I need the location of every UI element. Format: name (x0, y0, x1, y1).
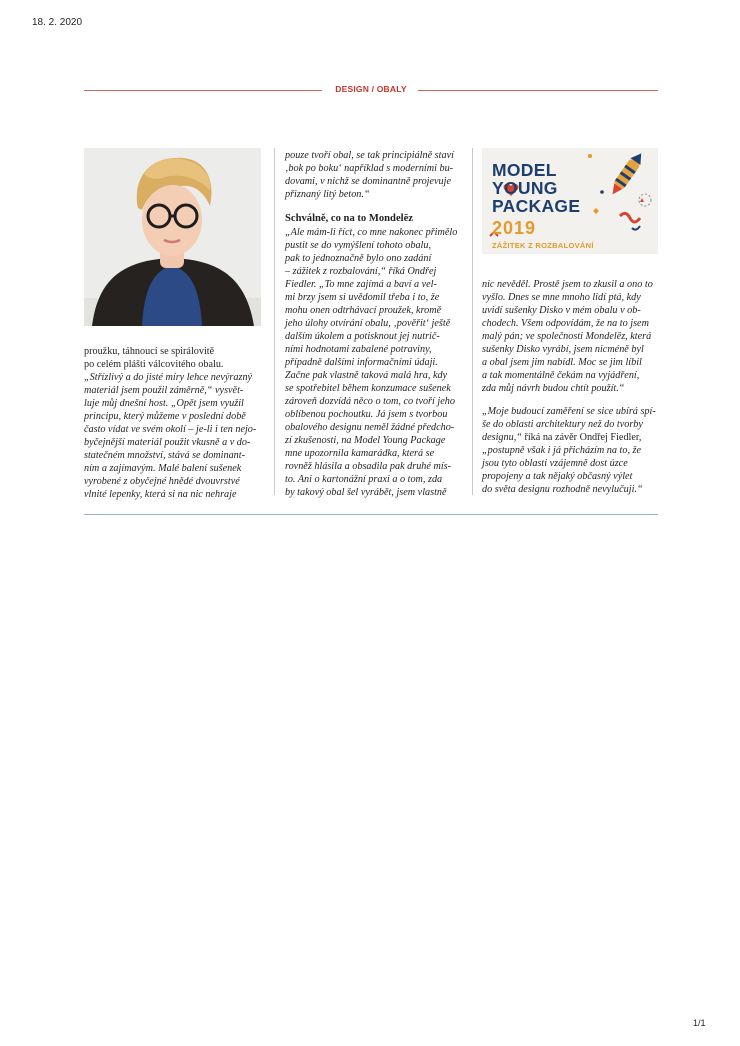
col2-body: „Ale mám-li říct, co mne nakonec přimělo pustit se do vymýšlení tohoto obalu, pak to jednoznačně bylo ono zadání – zážitek z rozbalování,“ říká Ondřej Fiedler. „To mne zajímá a baví a vel- mi brzy jsem si uvědomil třeba i to, že mohu onen odtrhávací proužek, kromě jeho úlohy otvírání obalu, ‚pověřit‘ ještě dalším úkolem a potisknout jej nutrič- ními hodnotami zabalené potraviny, případně dalšími informačními údaji. Začne pak vlastně taková malá hra, kdy se spotřebitel během konzumace sušenek zároveň dozvídá něco o tom, co tvoří jeho oblíbenou pochoutku. Já jsem s tvorbou obalového designu neměl žádné předcho- zí zkušenosti, na Model Young Package mne upozornila kamarádka, která se rovněž hlásila a obsadila pak druhé mís- to. Ani o kartonážní praxi a o tom, zda by takový obal šel vyrábět, jsem vlastně (285, 227, 458, 498)
article-column-1 (84, 345, 266, 501)
col3-quote-start: „Moje budoucí zaměření se sice ubírá spí- še do oblasti architektury než do tvorby designu,“ (482, 406, 656, 443)
logo-tagline: ZÁŽITEK Z ROZBALOVÁNÍ (492, 241, 594, 250)
logo-line-model: MODEL (492, 160, 557, 180)
header-rule-left (84, 90, 322, 91)
section-header (84, 84, 658, 98)
portrait-photo (84, 148, 261, 326)
article-column-2 (285, 149, 463, 499)
col2-subheading: Schválně, co na to Mondelēz (285, 213, 413, 224)
logo-line-young: YOUNG (492, 178, 558, 198)
column-divider-1 (274, 148, 275, 495)
model-young-package-logo (482, 148, 658, 254)
page-number: 1/1 (693, 1018, 706, 1028)
col1-paragraph-quote: „Střízlivý a do jisté míry lehce nevýrazný materiál jsem použil záměrně,“ vysvět- luje můj dnešní host. „Opět jsem využil principu, který můžeme v poslední době často vídat ve svém okolí – je-li i ten nejo- byčejnější materiál použit vkusně a v do- statečném množství, stává se dominant- ním a zajímavým. Malé balení sušenek vyrobené z obyčejné hnědé dvouvrstvé vlnité lepenky, která si na nic nehraje (84, 372, 257, 500)
logo-line-package: PACKAGE (492, 196, 581, 216)
print-date: 18. 2. 2020 (32, 17, 83, 28)
col3-attribution: říká na závěr Ondřej Fiedler, (524, 432, 642, 443)
col2-intro: pouze tvoří obal, se tak principiálně staví ‚bok po boku‘ například s moderními bu- dovami, v nichž se dominantně projevuje přiznaný litý beton.“ (285, 150, 454, 200)
section-label: DESIGN / OBALY (335, 84, 407, 94)
col1-paragraph-regular: proužku, táhnoucí se spirálovitě po celém plášti válcovitého obalu. (84, 346, 224, 370)
col3-quote-end: „postupně však i já přicházím na to, že jsou tyto oblasti vzájemně dost úzce propojeny a tak nějaký občasný výlet do světa designu rozhodně nevylučuji.“ (482, 445, 643, 495)
col3-paragraph-1: nic nevěděl. Prostě jsem to zkusil a ono to vyšlo. Dnes se mne mnoho lidí ptá, kdy uvidí sušenky Disko v mém obalu v ob- chodech. Všem odpovídám, že na to jsem malý pán; ve společnosti Mondelēz, která sušenky Disko vyrábí, jsem nicméně byl a obal jsem jim nabídl. Moc se jim líbil a tak momentálně čekám na vyjádření, zda můj návrh budou chtít použít.“ (482, 279, 653, 394)
col3-paragraph-2 (482, 405, 660, 496)
article-column-3 (482, 278, 660, 496)
bottom-rule (84, 514, 658, 515)
column-divider-2 (472, 148, 473, 495)
header-rule-right (418, 90, 658, 91)
logo-year: 2019 (492, 218, 537, 238)
